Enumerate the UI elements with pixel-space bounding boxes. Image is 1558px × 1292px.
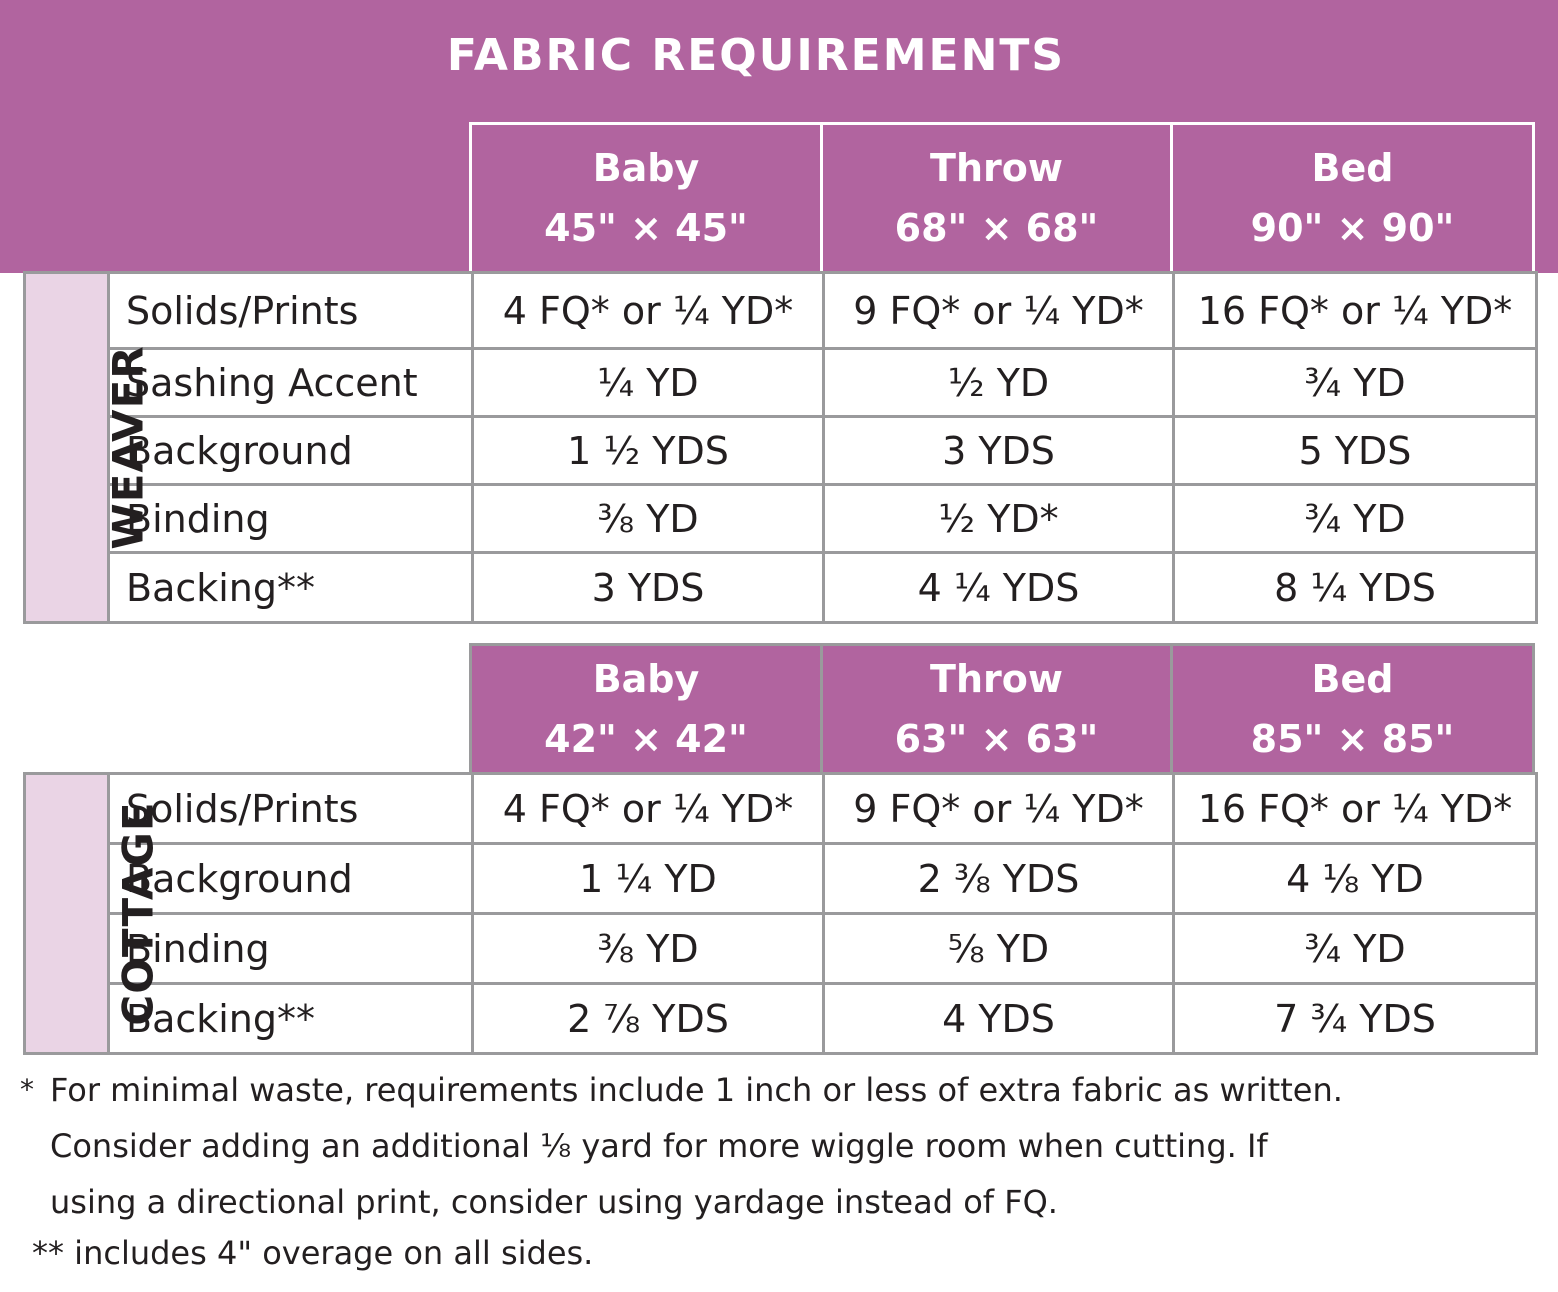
row-label: Solids/Prints: [109, 273, 473, 349]
row-label: Backing**: [109, 984, 473, 1054]
footnote-line: For minimal waste, requirements include 1 inch or less of extra fabric as written.: [50, 1071, 1343, 1109]
table-row: [25, 273, 1537, 349]
cell-value: 8 ¼ YDS: [1174, 553, 1537, 623]
col-dims: 63" × 63": [894, 717, 1099, 761]
weaver-col-header-throw: [820, 122, 1173, 274]
table-row: [25, 844, 1537, 914]
weaver-col-header-bed: [1170, 122, 1535, 274]
cottage-group-band: [25, 774, 163, 1054]
col-dims: 42" × 42": [544, 717, 748, 761]
cottage-col-header-bed: [1170, 643, 1535, 775]
cell-value: 9 FQ* or ¼ YD*: [824, 774, 1174, 844]
col-size: Throw: [930, 657, 1063, 701]
table-row: [25, 984, 1537, 1054]
cell-value: 16 FQ* or ¼ YD*: [1174, 273, 1537, 349]
cell-value: ½ YD: [824, 349, 1174, 417]
group-label-weaver: WEAVER: [103, 345, 153, 550]
footnotes: [20, 1062, 1540, 1276]
cell-value: 7 ¾ YDS: [1174, 984, 1537, 1054]
weaver-table: [23, 271, 1538, 624]
weaver-col-header-baby: [469, 122, 823, 274]
cell-value: 2 ⅞ YDS: [473, 984, 824, 1054]
cottage-col-header-throw: [820, 643, 1173, 775]
col-size: Baby: [592, 657, 700, 701]
row-label: Background: [109, 844, 473, 914]
cell-value: 4 ¼ YDS: [824, 553, 1174, 623]
col-size: Throw: [930, 146, 1063, 190]
footnote-marker: *: [20, 1073, 34, 1106]
cell-value: 1 ½ YDS: [473, 417, 824, 485]
row-label: Binding: [109, 485, 473, 553]
cell-value: 2 ⅜ YDS: [824, 844, 1174, 914]
cell-value: 3 YDS: [824, 417, 1174, 485]
col-size: Bed: [1311, 146, 1394, 190]
col-dims: 68" × 68": [894, 206, 1099, 250]
col-dims: 85" × 85": [1250, 717, 1455, 761]
col-dims: 45" × 45": [544, 206, 748, 250]
cell-value: 4 FQ* or ¼ YD*: [473, 774, 824, 844]
cell-value: ⅝ YD: [824, 914, 1174, 984]
table-row: [25, 485, 1537, 553]
footnote-2: ** includes 4" overage on all sides.: [32, 1234, 594, 1272]
col-dims: 90" × 90": [1250, 206, 1455, 250]
cell-value: 4 ⅛ YD: [1174, 844, 1537, 914]
page-title: FABRIC REQUIREMENTS: [446, 30, 1066, 81]
footnote-line: Consider adding an additional ⅛ yard for more wiggle room when cutting. If: [50, 1127, 1268, 1165]
weaver-group-band: [25, 273, 153, 623]
cell-value: ¼ YD: [473, 349, 824, 417]
cell-value: 9 FQ* or ¼ YD*: [824, 273, 1174, 349]
table-row: [25, 914, 1537, 984]
row-label: Background: [109, 417, 473, 485]
col-size: Baby: [592, 146, 700, 190]
row-label: Sashing Accent: [109, 349, 473, 417]
cell-value: 4 YDS: [824, 984, 1174, 1054]
footnote-line: using a directional print, consider using yardage instead of FQ.: [50, 1183, 1058, 1221]
cell-value: ¾ YD: [1174, 349, 1537, 417]
cell-value: 5 YDS: [1174, 417, 1537, 485]
row-label: Solids/Prints: [109, 774, 473, 844]
cell-value: 16 FQ* or ¼ YD*: [1174, 774, 1537, 844]
table-row: [25, 417, 1537, 485]
table-row: [25, 553, 1537, 623]
cell-value: ⅜ YD: [473, 914, 824, 984]
cell-value: 3 YDS: [473, 553, 824, 623]
footnote-1: [20, 1062, 1540, 1230]
table-row: [25, 774, 1537, 844]
group-label-cottage: COTTAGE: [113, 801, 163, 1026]
cell-value: ½ YD*: [824, 485, 1174, 553]
row-label: Backing**: [109, 553, 473, 623]
cell-value: 1 ¼ YD: [473, 844, 824, 914]
cell-value: 4 FQ* or ¼ YD*: [473, 273, 824, 349]
row-label: Binding: [109, 914, 473, 984]
col-size: Bed: [1311, 657, 1394, 701]
cottage-table: [23, 772, 1538, 1055]
cell-value: ¾ YD: [1174, 485, 1537, 553]
cottage-col-header-baby: [469, 643, 823, 775]
table-row: [25, 349, 1537, 417]
cell-value: ¾ YD: [1174, 914, 1537, 984]
cell-value: ⅜ YD: [473, 485, 824, 553]
